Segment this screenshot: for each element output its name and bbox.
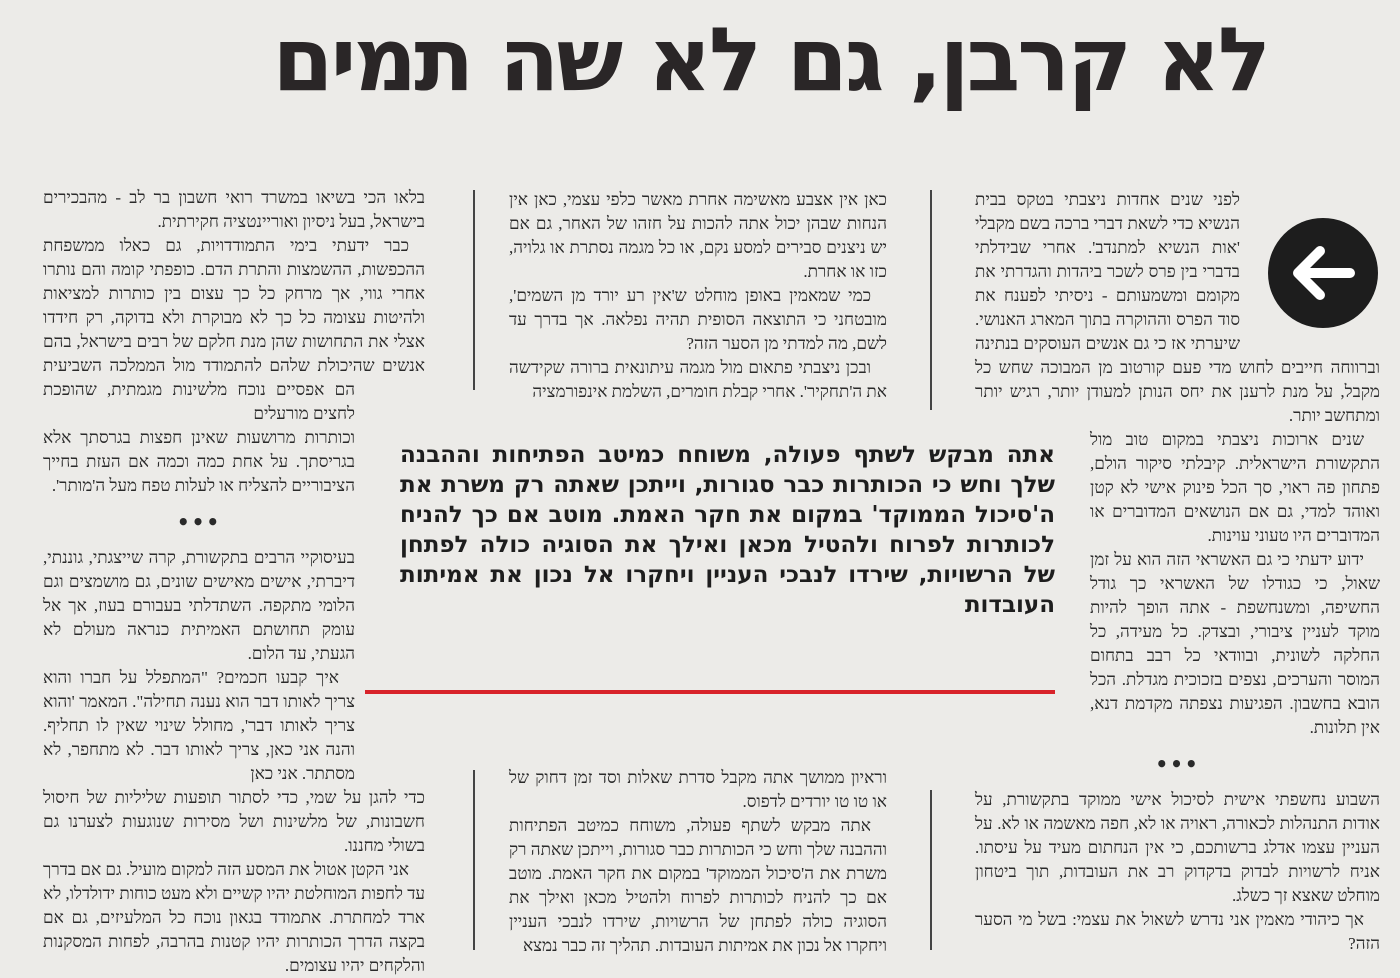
- paragraph: כבר ידעתי בימי התמודדויות, גם כאלו ממשפחת ההכפשות, ההשמצות והתרת הדם. כופפתי קומה והם נותרו אחרי גווי, אך מרחק כל כך עצום בין כותרות למציאות ולהיטות עצומה כל כך לא מבוקרת ולא בדוקה, רק חידדו אצלי את התחושות שהן מנת חלקם של רבים בישראל, בהם אנשים שהיכולת שלהם להתמודד מול הממלכה השביעית הם אפסיים נוכח מלשינות מגמתית, שהופכת לחצים מורעלים: [43, 236, 425, 423]
- column-rule: [473, 770, 475, 950]
- paragraph: ובכן ניצבתי פתאום מול מגמה עיתונאית ברורה שקידשה את ה'תחקיר'. אחרי קבלת חומרים, השלמת אינפורמציה: [509, 358, 887, 401]
- paragraph: כדי להגן על שמי, כדי לסתור תופעות שליליות של חיסול חשבונות, של מלשינות ושל מסירות שנוגעות לצערנו גם בשולי מחננו.: [43, 788, 425, 855]
- paragraph: כאן אין אצבע מאשימה אחרת מאשר כלפי עצמי, כאן אין הנחות שבהן יכול אתה להכות על חזהו של האחר, גם אם יש ניצנים סבירים למסע נקם, או כל מגמה נסתרת או גלויה, כזו או אחרת.: [509, 190, 887, 281]
- arrow-left-icon: [1268, 218, 1378, 328]
- separator-left: •••: [176, 510, 222, 534]
- paragraph: אך כיהודי מאמין אני נדרש לשאול את עצמי: בשל מי הסער הזה?: [975, 910, 1380, 953]
- text-block-right-bottom: [975, 788, 1380, 956]
- paragraph: אתה מבקש לשתף פעולה, משוחח כמיטב הפתיחות וההבנה שלך וחש כי הכותרות כבר סגורות, וייתכן שאתה רק משרת את ה'סיכול הממוקד' במקום את חקר האמת. מוטב אם כך להניח לכותרות לפרוח ולהטיל מכאן ואילך את הסוגיה כולה לפתחן של הרשויות, שירדו לנבכי העניין ויחקרו אל נכון את אמיתות העובדות. תהליך זה כבר נמצא: [509, 816, 887, 955]
- text-block-middle-bottom: [509, 766, 887, 958]
- column-middle-bottom: [509, 766, 887, 958]
- column-rule: [930, 790, 932, 950]
- paragraph: בעיסוקיי הרבים בתקשורת, קרה שייצגתי, גוננתי, דיברתי, אישים מאישים שונים, גם מושמצים וגם הלומי מתקפה. השתדלתי בעבורם בעוז, אך אל עומק תחושתם האמיתית כנראה מעולם לא הגעתי, עד הלום.: [43, 548, 355, 663]
- text-block-left-a: [43, 186, 425, 426]
- column-left: [43, 186, 425, 978]
- pull-quote-divider: [365, 690, 1055, 694]
- headline: לא קרבן, גם לא שה תמים: [272, 8, 1268, 111]
- separator-right: •••: [1155, 752, 1200, 776]
- paragraph: אני הקטן אטול את המסע הזה למקום מועיל. גם אם בדרך עד לחפות המוחלטת יהיו קשיים ולא מעט כוחות ידולדלו, לא ארד למחתרת. אתמודד בגאון נוכח כל המלעיזים, גם אם בקצה הדרך הכותרות יהיו קטנות בהרבה, לפחות המסקנות והלקחים יהיו עצומים.: [43, 860, 425, 975]
- column-rule: [473, 190, 475, 390]
- paragraph: לפני שנים אחדות ניצבתי בטקס בבית הנשיא כדי לשאת דברי ברכה בשם מקבלי 'אות הנשיא למתנדב'. אחרי שבידלתי בדברי בין פרס לשכר ביהדות והגדרתי את מקומם ומשמעותם - ניסיתי לפענח את סוד הפרס וההוקרה בתוך המארג האנושי. שיערתי אז כי גם אנשים העוסקים בנתינה וברווחה חייבים לחוש מדי פעם קורטוב מן המבוכה שחש כל מקבל, על מנת לרענן את יחס הנותן למעודן יותר, רגיש יותר ומתחשב יותר.: [975, 190, 1380, 425]
- paragraph: כמי שמאמין באופן מוחלט ש'אין רע יורד מן השמים', מובטחני כי התוצאה הסופית תהיה נפלאה. אך בדרך עד לשם, מה למדתי מן הסער הזה?: [509, 286, 887, 353]
- paragraph: השבוע נחשפתי אישית לסיכול אישי ממוקד בתקשורת, על אודות התנהלות לכאורה, ראויה או לא, חפה מאשמה או לא. על העניין עצמו אדלג ברשותכם, כי אין הנחתום מעיד על עיסתו. אניח לרשויות לבדוק בדקדוק רב את העובדות, תוך ביטחון מוחלט שאצא זך כשלג.: [975, 790, 1380, 905]
- column-rule: [930, 190, 932, 410]
- paragraph: ידוע ידעתי כי גם האשראי הזה הוא על זמן שאול, כי כגודלו של האשראי כך גודל החשיפה, ומשנחשפת - אתה הופך להיות מוקד לעניין ציבורי, ובצדק. כל מעידה, כל החלקה לשונית, ובוודאי כל רבב בתחום המוסר והערכים, נצפים בזכוכית מגדלת. הכל הובא בחשבון. הפגיעות נצפתה מקדמת דנא, אין תלונות.: [1090, 550, 1380, 737]
- text-block-middle-top: [509, 188, 887, 404]
- paragraph: וראיון ממושך אתה מקבל סדרת שאלות וסד זמן דחוק של או טו טו יורדים לדפוס.: [509, 768, 887, 811]
- paragraph: וכותרות מרושעות שאינן חפצות בגרסתך אלא בגריסתך. על אחת כמה וכמה אם העזת בחייך הציבוריים להצליח או לעלות טפח מעל ה'מותר'.: [43, 428, 355, 495]
- paragraph: בלאו הכי בשיאו במשרד רואי חשבון בר לב - מהבכירים בישראל, בעל ניסיון ואוריינטציה חקירתית.: [43, 188, 425, 231]
- paragraph: שנים ארוכות ניצבתי במקום טוב מול התקשורת הישראלית. קיבלתי סיקור הולם, פתחון פה ראוי, סך הכל פינוק אישי לא קטן ואוהד למדי, גם אם הנושאים המדוברים או המדוברים היו טעוני עוינות.: [1090, 430, 1380, 545]
- pull-quote: אתה מבקש לשתף פעולה, משוחח כמיטב הפתיחות וההבנה שלך וחש כי הכותרות כבר סגורות, וייתכן שאתה רק משרת את ה'סיכול הממוקד' במקום את חקר האמת. מוטב אם כך להניח לכותרות לפרוח ולהטיל מכאן ואילך את הסוגיה כולה לפתחן של הרשויות, שירדו לנבכי העניין ויחקרו אל נכון את אמיתות העובדות: [400, 442, 1055, 618]
- column-middle-top: [509, 188, 887, 404]
- paragraph: איך קבעו חכמים? "המתפלל על חברו והוא צריך לאותו דבר הוא נענה תחילה". המאמר 'והוא צריך לאותו דבר', מחולל שינוי שאין לו תחליף. והנה אני כאן, צריך לאותו דבר. לא מתחפר, לא מסתתר. אני כאן: [43, 668, 355, 783]
- text-block-left-d: [43, 786, 425, 978]
